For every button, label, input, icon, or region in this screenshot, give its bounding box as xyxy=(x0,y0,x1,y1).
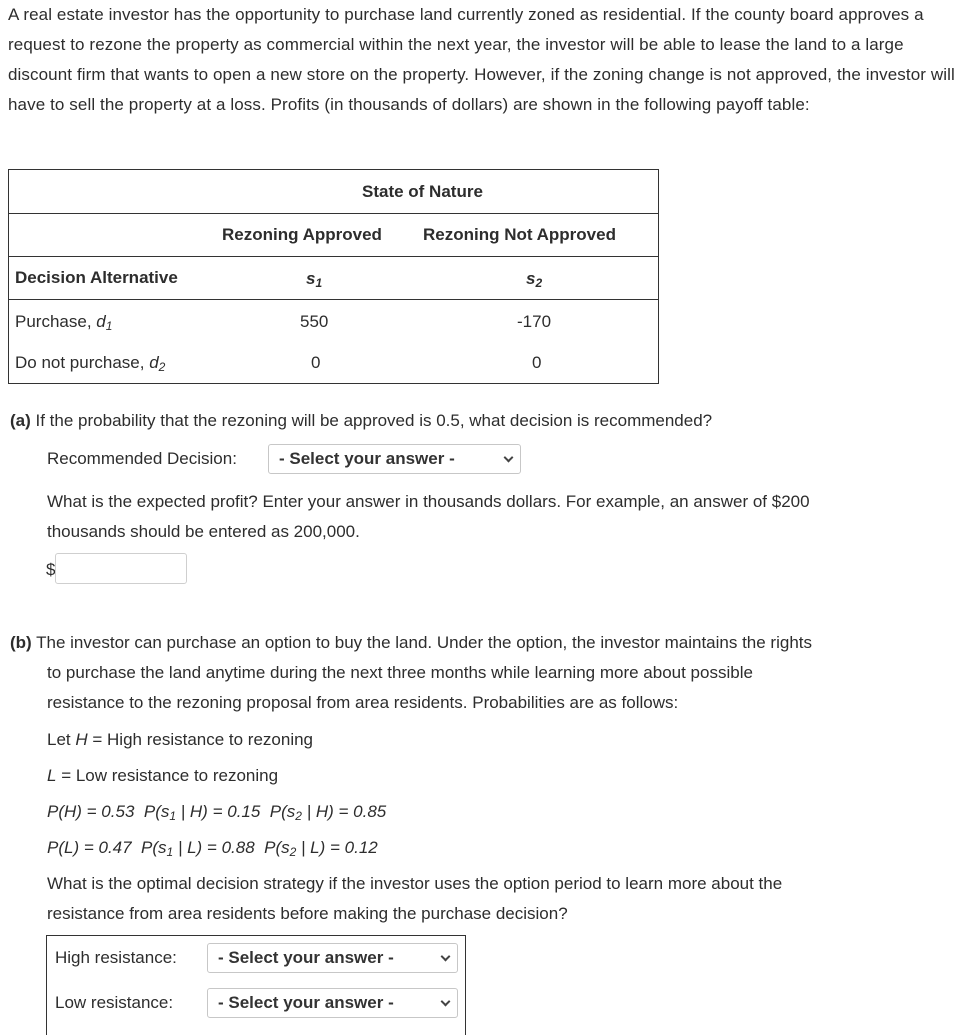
part-b-line1: (b) The investor can purchase an option to buy the land. Under the option, the investor maintains the rights xyxy=(10,633,812,652)
payoff-d1-s2: -170 xyxy=(517,312,552,331)
part-b-line2: to purchase the land anytime during the next three months while learning more about possible xyxy=(47,663,753,682)
expected-profit-input[interactable] xyxy=(55,553,187,584)
payoff-d2-s1: 0 xyxy=(311,353,321,372)
low-resistance-select[interactable] xyxy=(207,988,458,1018)
row-label-d1: Purchase, $d_1$ xyxy=(15,312,113,333)
select-placeholder: - Select your answer - xyxy=(218,948,394,967)
table-divider xyxy=(9,299,658,300)
probabilities-l: P(L) = 0.47 $P(s_1$ | L) = 0.88 $P(s_2$ | L) = 0.12 xyxy=(47,838,378,859)
chevron-down-icon xyxy=(441,997,451,1007)
part-b-line3: resistance to the rezoning proposal from area residents. Probabilities are as follows: xyxy=(47,693,679,712)
chevron-down-icon xyxy=(504,453,514,463)
select-placeholder: - Select your answer - xyxy=(218,993,394,1012)
strategy-question-line1: What is the optimal decision strategy if the investor uses the option period to learn more about the xyxy=(47,874,783,893)
recommended-decision-label: Recommended Decision: xyxy=(47,449,237,468)
table-divider xyxy=(9,213,658,214)
high-resistance-label: High resistance: xyxy=(55,948,177,967)
decision-alternative-header: Decision Alternative xyxy=(15,268,178,287)
dollar-sign: $ xyxy=(46,560,56,579)
rezoning-not-approved-header: Rezoning Not Approved xyxy=(423,225,616,244)
payoff-d1-s1: 550 xyxy=(300,312,329,331)
payoff-d2-s2: 0 xyxy=(532,353,542,372)
decision-strategy-box xyxy=(46,935,466,1035)
table-divider xyxy=(9,256,658,257)
problem-intro: A real estate investor has the opportunity to purchase land currently zoned as residential. If the county board approves a request to rezone the property as commercial within the next year, the investor will be able to lease the land to a large discount firm that wants to open a new store on the property. However, if the zoning change is not approved, the investor will have to sell the property at a loss. Profits (in thousands of dollars) are shown in the following payoff table: xyxy=(8,5,955,114)
definition-h: Let H = High resistance to rezoning xyxy=(47,730,314,749)
payoff-table xyxy=(8,169,659,384)
select-placeholder: - Select your answer - xyxy=(279,449,455,468)
part-a-question: (a) If the probability that the rezoning will be approved is 0.5, what decision is recommended? xyxy=(10,411,713,430)
state-of-nature-header: State of Nature xyxy=(362,182,483,201)
definition-l: L = Low resistance to rezoning xyxy=(47,766,279,785)
rezoning-approved-header: Rezoning Approved xyxy=(222,225,382,244)
s2-header: $s_2$ xyxy=(526,269,543,290)
strategy-question-line2: resistance from area residents before making the purchase decision? xyxy=(47,904,568,923)
low-resistance-label: Low resistance: xyxy=(55,993,174,1012)
expected-profit-question-line1: What is the expected profit? Enter your answer in thousands dollars. For example, an answer of $200 xyxy=(47,492,810,511)
high-resistance-select[interactable] xyxy=(207,943,458,973)
row-label-d2: Do not purchase, $d_2$ xyxy=(15,353,166,374)
chevron-down-icon xyxy=(441,952,451,962)
probabilities-h: P(H) = 0.53 $P(s_1$ | H) = 0.15 $P(s_2$ | H) = 0.85 xyxy=(47,802,387,823)
s1-header: $s_1$ xyxy=(306,269,323,290)
expected-profit-question-line2: thousands should be entered as 200,000. xyxy=(47,522,360,541)
recommended-decision-select[interactable] xyxy=(268,444,521,474)
